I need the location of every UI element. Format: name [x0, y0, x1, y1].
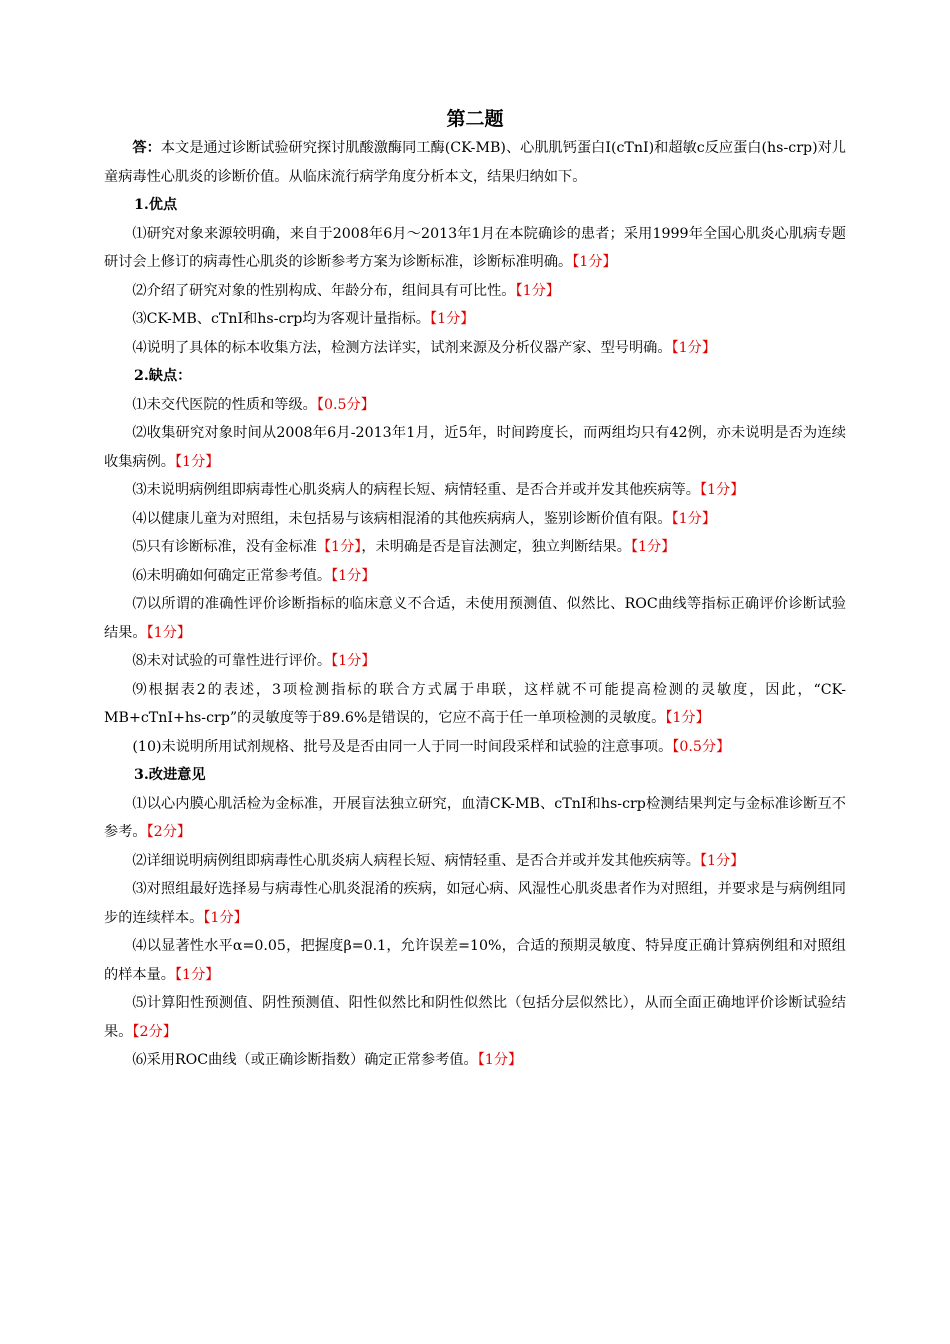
- list-item: [104, 391, 846, 420]
- item-number: ⑷: [132, 938, 147, 954]
- section-heading-disadvantages: 2.缺点：: [134, 368, 192, 384]
- item-text: 以健康儿童为对照组，未包括易与该病相混淆的其他疾病病人，鉴别诊断价值有限。: [146, 510, 672, 527]
- score-tag: 【1分】: [331, 567, 376, 584]
- score-tag: 【1分】: [174, 966, 220, 983]
- score-tag: 【1分】: [630, 539, 676, 555]
- item-number: ⑶: [132, 482, 147, 498]
- item-number: ⑹: [132, 567, 147, 584]
- item-text: 采用ROC曲线（或正确诊断指数）确定正常参考值。: [146, 1052, 478, 1068]
- score-tag: 【2分】: [132, 1023, 177, 1040]
- item-number: ⑶: [132, 311, 147, 327]
- score-tag: 【0.5分】: [672, 738, 731, 755]
- score-tag: 【1分】: [331, 653, 376, 669]
- list-item: [104, 1046, 846, 1075]
- item-number: ⑵: [132, 425, 147, 441]
- score-tag: 【1分】: [174, 453, 220, 470]
- list-item: [104, 647, 846, 676]
- item-text: 说明了具体的标本收集方法，检测方法详实，试剂来源及分析仪器产家、型号明确。: [146, 339, 672, 356]
- score-tag: 【1分】: [203, 909, 248, 926]
- list-item: [104, 875, 846, 932]
- item-number: ⑴: [132, 795, 147, 812]
- item-number: ⑻: [132, 653, 147, 669]
- item-number: ⑴: [132, 396, 147, 413]
- list-item: [104, 277, 846, 306]
- item-text: 以心内膜心肌活检为金标准，开展盲法独立研究，血清CK-MB、cTnI和hs-crp检测结果判定与金标准诊断互不参考。: [104, 795, 846, 840]
- item-number: ⑼: [132, 681, 149, 698]
- list-item: [104, 562, 846, 591]
- item-text: 只有诊断标准，没有金标准: [146, 539, 317, 555]
- item-text: 以显著性水平α=0.05，把握度β=0.1，允许误差=10%，合适的预期灵敏度、特异度正确计算病例组和对照组的样本量。: [104, 938, 846, 983]
- item-number: ⑷: [132, 339, 147, 356]
- intro-text: 本文是通过诊断试验研究探讨肌酸激酶同工酶(CK-MB)、心肌肌钙蛋白Ⅰ(cTnI)和超敏c反应蛋白(hs-crp)对儿童病毒性心肌炎的诊断价值。从临床流行病学角度分析本文，结果归纳如下。: [104, 140, 846, 185]
- item-text: 未说明病例组即病毒性心肌炎病人的病程长短、病情轻重、是否合并或并发其他疾病等。: [146, 482, 700, 498]
- item-text: CK-MB、cTnI和hs-crp均为客观计量指标。: [146, 311, 430, 327]
- list-item: [104, 989, 846, 1046]
- item-number: (10): [132, 738, 162, 755]
- list-item: [104, 676, 846, 733]
- list-item: [104, 334, 846, 363]
- item-text: 未说明所用试剂规格、批号及是否由同一人于同一时间段采样和试验的注意事项。: [161, 738, 673, 755]
- section-advantages: [104, 220, 846, 363]
- score-tag: 【1分】: [699, 852, 745, 869]
- score-tag: 【1分】: [671, 339, 717, 356]
- list-item: [104, 305, 846, 334]
- item-text: 收集研究对象时间从2008年6月-2013年1月，近5年，时间跨度长，而两组均只有42例，亦未说明是否为连续收集病例。: [104, 425, 846, 470]
- item-text: 以所谓的准确性评价诊断指标的临床意义不合适，未使用预测值、似然比、ROC曲线等指标正确评价诊断试验结果。: [104, 596, 846, 641]
- item-number: ⑹: [132, 1052, 147, 1068]
- list-item: [104, 733, 846, 762]
- item-text: 根据表2的表述，3项检测指标的联合方式属于串联，这样就不可能提高检测的灵敏度，因此，“CK-MB+cTnI+hs-crp”的灵敏度等于89.6%是错误的，它应不高于任一单项检测的灵敏度。: [104, 681, 846, 726]
- score-tag: 【1分】: [146, 624, 192, 641]
- item-number: ⑴: [132, 225, 147, 242]
- score-tag: 【1分】: [665, 710, 710, 726]
- section-heading-advantages: 1.优点: [134, 197, 178, 213]
- item-number: ⑸: [132, 539, 147, 555]
- page-title: 第二题: [446, 108, 504, 130]
- score-tag: 【2分】: [146, 824, 192, 840]
- list-item: [104, 476, 846, 505]
- score-tag: 【1分】: [316, 539, 362, 555]
- section-disadvantages: [104, 391, 846, 762]
- item-text: 研究对象来源较明确，来自于2008年6月～2013年1月在本院确诊的患者；采用1999年全国心肌炎心肌病专题研讨会上修订的病毒性心肌炎的诊断参考方案为诊断标准，诊断标准明确。: [104, 225, 846, 270]
- score-tag: 【1分】: [430, 311, 475, 327]
- item-number: ⑷: [132, 510, 147, 527]
- list-item: [104, 505, 846, 534]
- item-text: 未明确如何确定正常参考值。: [146, 567, 332, 584]
- item-text: 未交代医院的性质和等级。: [146, 396, 317, 413]
- score-tag: 【1分】: [572, 254, 617, 270]
- item-text: 详细说明病例组即病毒性心肌炎病人病程长短、病情轻重、是否合并或并发其他疾病等。: [146, 852, 700, 869]
- section-heading-improvements: 3.改进意见: [134, 767, 206, 783]
- score-tag: 【1分】: [671, 510, 717, 527]
- list-item: [104, 419, 846, 476]
- item-number: ⑶: [132, 881, 147, 897]
- score-tag: 【1分】: [515, 282, 560, 299]
- document-page: [104, 104, 846, 1075]
- score-tag: 【1分】: [699, 482, 745, 498]
- item-text: 计算阳性预测值、阴性预测值、阳性似然比和阴性似然比（包括分层似然比），从而全面正确地评价诊断试验结果。: [104, 995, 846, 1040]
- score-tag: 【0.5分】: [316, 396, 375, 413]
- score-tag: 【1分】: [477, 1052, 523, 1068]
- section-improvements: [104, 790, 846, 1075]
- item-number: ⑺: [132, 596, 147, 612]
- item-number: ⑸: [132, 995, 147, 1011]
- item-text: 介绍了研究对象的性别构成、年龄分布，组间具有可比性。: [146, 282, 516, 299]
- list-item: [104, 847, 846, 876]
- item-text: 未对试验的可靠性进行评价。: [146, 653, 332, 669]
- list-item: [104, 220, 846, 277]
- answer-label: 答：: [132, 140, 161, 156]
- list-item: [104, 790, 846, 847]
- list-item: [104, 590, 846, 647]
- intro-paragraph: [104, 134, 846, 191]
- item-text: 对照组最好选择易与病毒性心肌炎混淆的疾病，如冠心病、风湿性心肌炎患者作为对照组，并要求是与病例组同步的连续样本。: [104, 881, 846, 926]
- list-item: [104, 533, 846, 562]
- list-item: [104, 932, 846, 989]
- item-number: ⑵: [132, 852, 147, 869]
- item-number: ⑵: [132, 282, 147, 299]
- item-text: ，未明确是否是盲法测定，独立判断结果。: [361, 539, 631, 555]
